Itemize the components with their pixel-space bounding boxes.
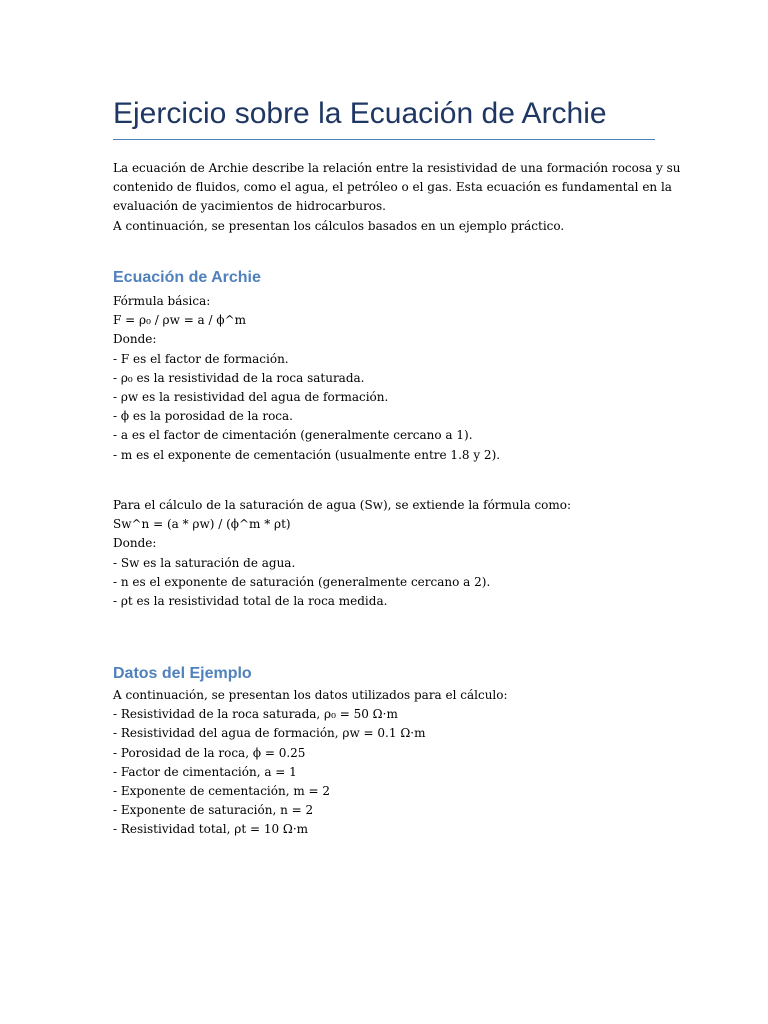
intro-line: A continuación, se presentan los cálculos basados en un ejemplo práctico. (113, 218, 565, 233)
intro-line: La ecuación de Archie describe la relación entre la resistividad de una formación rocosa y su (113, 161, 681, 175)
section-heading-datos: Datos del Ejemplo (113, 665, 252, 682)
sw-definition: - Sw es la saturación de agua. (113, 555, 296, 570)
sw-line: Donde: (113, 536, 157, 551)
intro-paragraph (113, 159, 681, 236)
datos-item: - Porosidad de la roca, ϕ = 0.25 (113, 745, 306, 760)
intro-line: evaluación de yacimientos de hidrocarburos. (113, 199, 386, 214)
archie-definition: - ϕ es la porosidad de la roca. (113, 409, 293, 424)
sw-line: Para el cálculo de la saturación de agua (Sw), se extiende la fórmula como: (113, 498, 572, 512)
archie-definition: - a es el factor de cimentación (generalmente cercano a 1). (113, 428, 473, 443)
datos-item: - Exponente de cementación, m = 2 (113, 784, 331, 799)
datos-item: - Resistividad de la roca saturada, ρ₀ = 50 Ω·m (113, 707, 398, 722)
intro-line: contenido de fluidos, como el agua, el petróleo o el gas. Esta ecuación es fundamental en la (113, 180, 672, 195)
archie-formula-block (113, 292, 658, 465)
datos-item: - Factor de cimentación, a = 1 (113, 764, 297, 779)
archie-definition: - m es el exponente de cementación (usualmente entre 1.8 y 2). (113, 447, 501, 462)
example-data-block (113, 686, 658, 840)
datos-item: - Resistividad total, ρt = 10 Ω·m (113, 822, 309, 837)
archie-line: Fórmula básica: (113, 294, 211, 308)
archie-definition: - F es el factor de formación. (113, 351, 289, 366)
water-saturation-block (113, 496, 658, 611)
sw-definition: - n es el exponente de saturación (generalmente cercano a 2). (113, 574, 491, 589)
archie-line: Donde: (113, 332, 157, 347)
document-title: Ejercicio sobre la Ecuación de Archie (113, 97, 607, 130)
archie-formula: F = ρ₀ / ρw = a / ϕ^m (113, 313, 246, 328)
archie-definition: - ρw es la resistividad del agua de formación. (113, 390, 389, 405)
title-underline (113, 139, 655, 140)
datos-item: - Exponente de saturación, n = 2 (113, 803, 314, 818)
sw-definition: - ρt es la resistividad total de la roca medida. (113, 594, 388, 609)
section-heading-archie: Ecuación de Archie (113, 269, 261, 286)
datos-line: A continuación, se presentan los datos utilizados para el cálculo: (113, 688, 508, 702)
sw-formula: Sw^n = (a * ρw) / (ϕ^m * ρt) (113, 517, 291, 532)
archie-definition: - ρ₀ es la resistividad de la roca saturada. (113, 370, 365, 385)
datos-item: - Resistividad del agua de formación, ρw = 0.1 Ω·m (113, 726, 426, 741)
